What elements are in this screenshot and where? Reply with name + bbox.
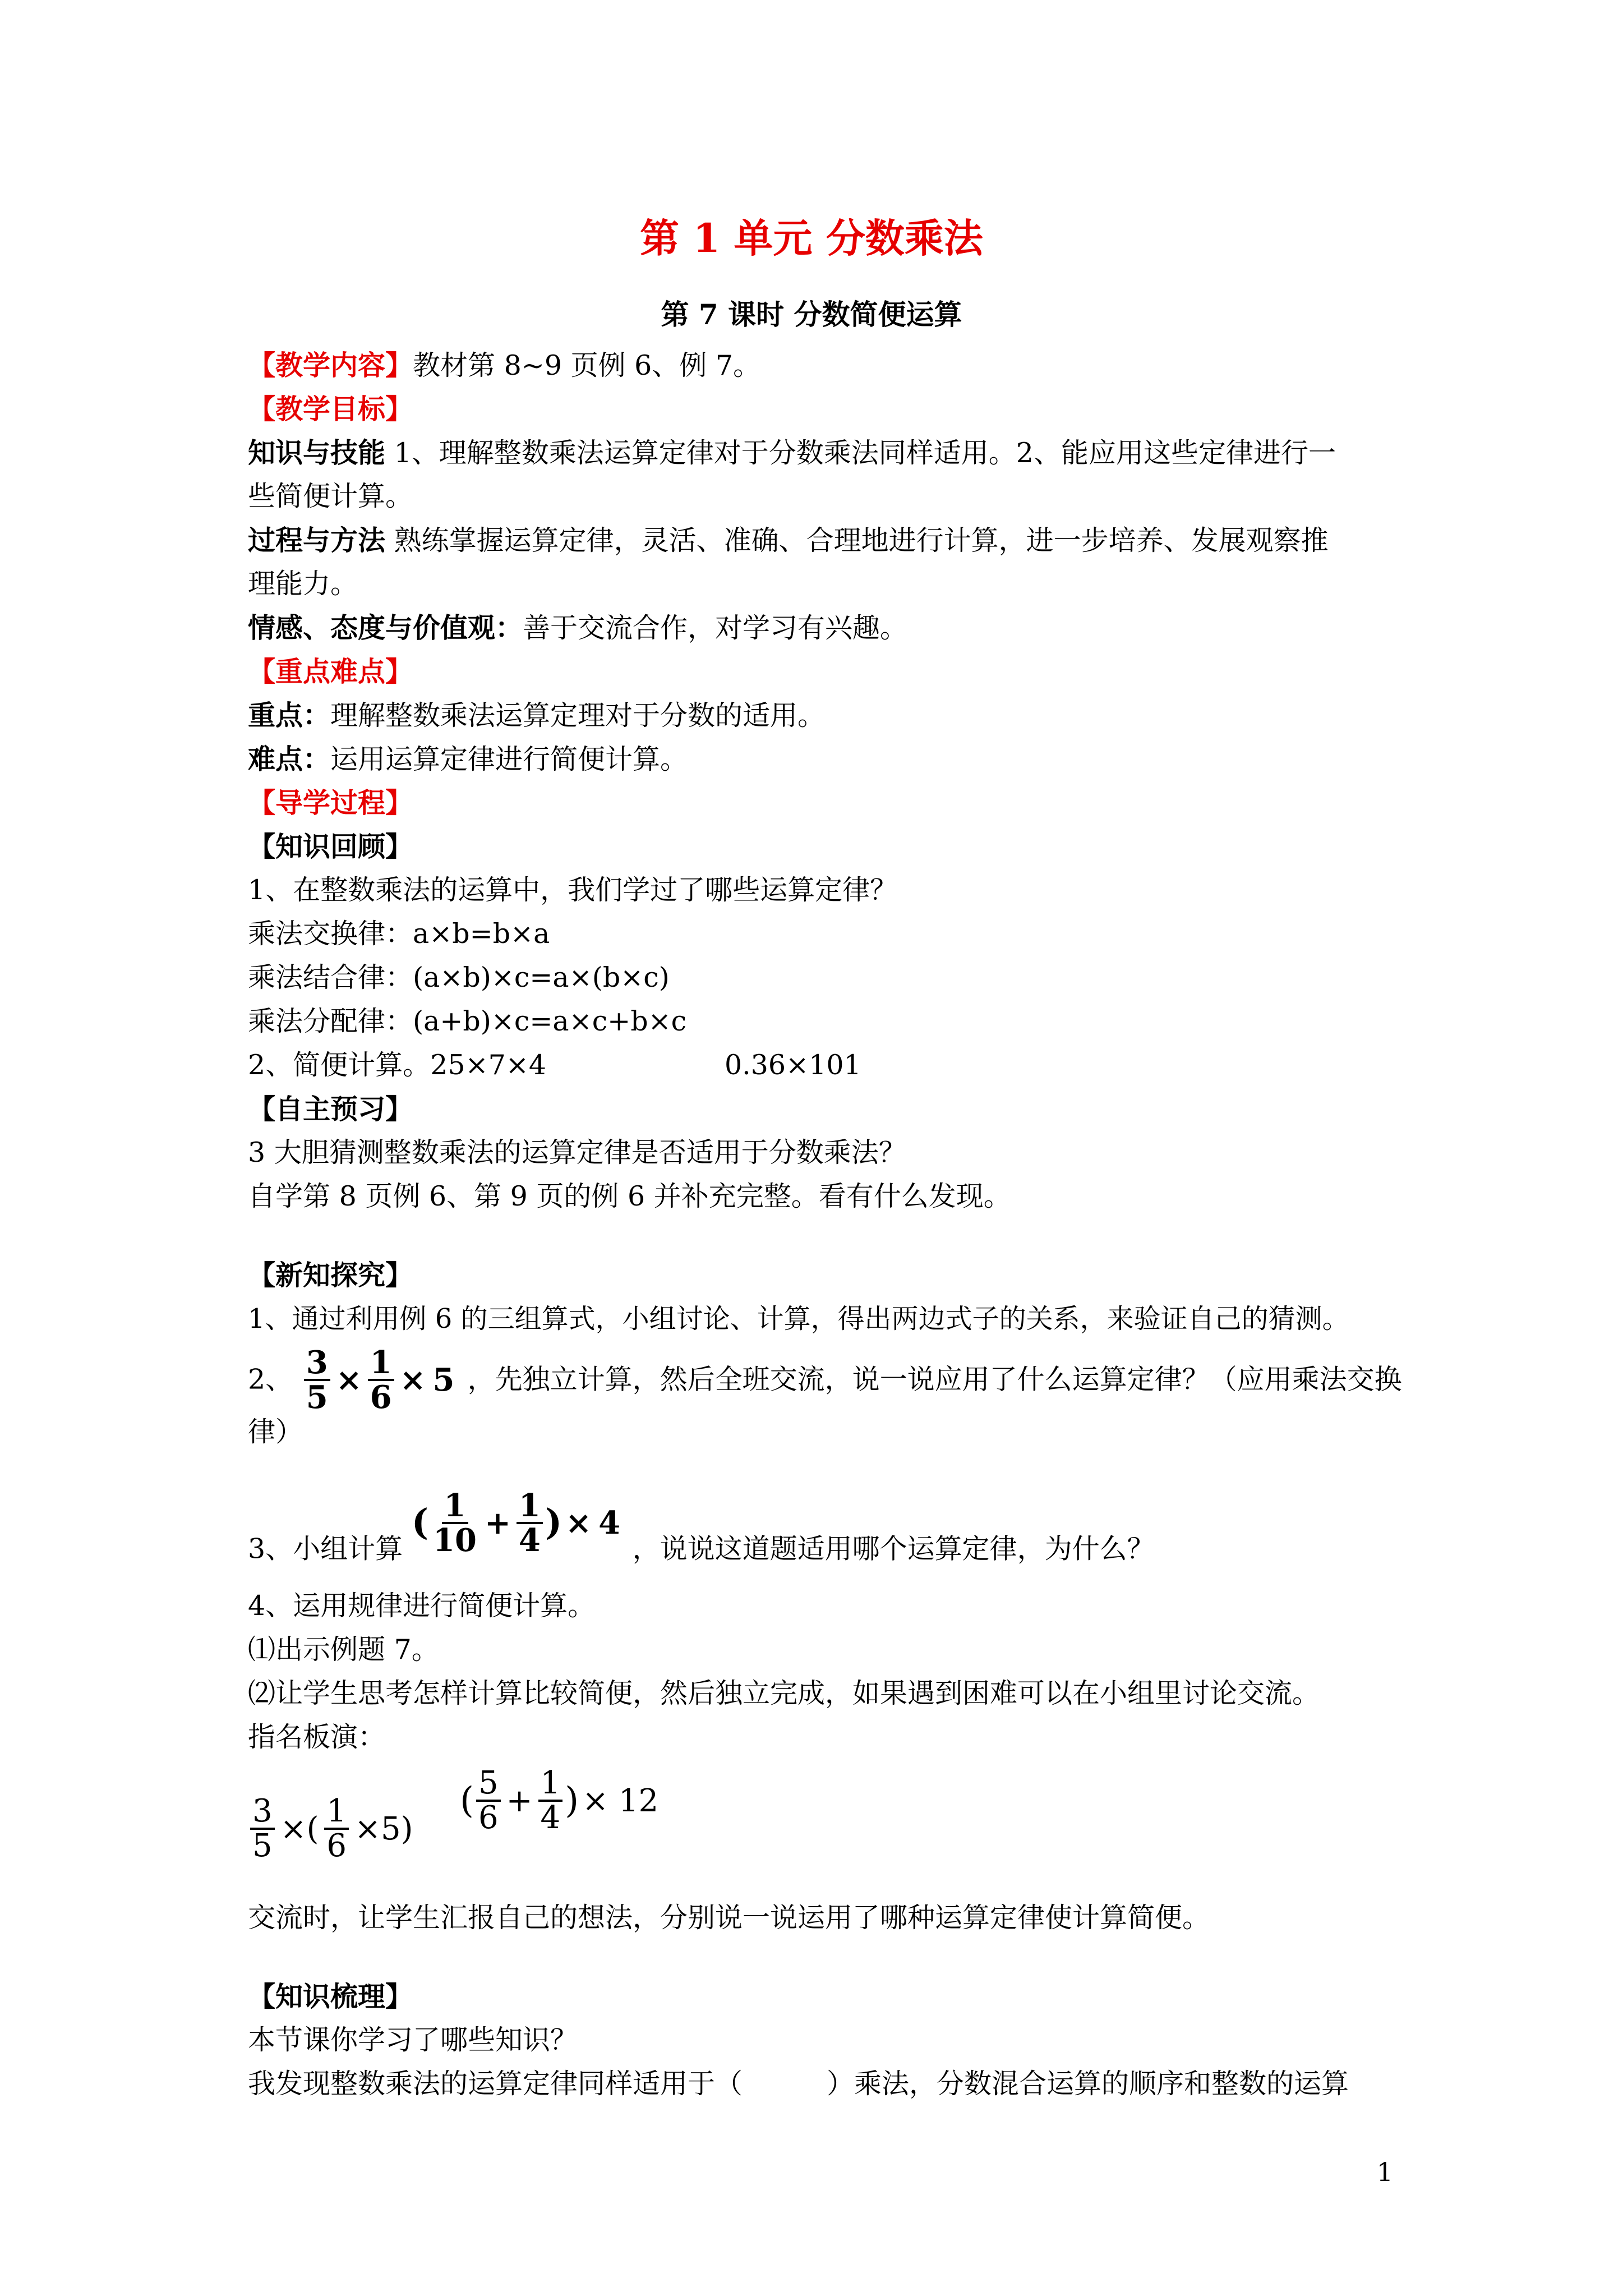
denominator: 6 [478, 1800, 499, 1836]
section-label-preview: 【自主预习】 [248, 1093, 413, 1125]
hard-point-label: 难点： [248, 743, 331, 775]
section-label-goals: 【教学目标】 [248, 393, 413, 425]
goal-process-text-2: 理能力。 [248, 568, 358, 600]
key-point-line [248, 697, 1393, 734]
fraction-3-5 [304, 1343, 330, 1416]
denominator: 4 [518, 1521, 541, 1559]
numerator: 1 [324, 1795, 349, 1830]
times-open-paren: ×( [280, 1810, 319, 1847]
numerator: 1 [538, 1767, 563, 1802]
lesson-subtitle: 第 7 课时 分数简便运算 [661, 298, 962, 331]
numerator: 1 [368, 1346, 394, 1381]
fraction-3-5 [250, 1795, 275, 1862]
summary-line-1: 本节课你学习了哪些知识？ [248, 2024, 578, 2056]
denominator: 4 [540, 1800, 561, 1836]
section-label-process: 【导学过程】 [248, 786, 413, 819]
section-label-review: 【知识回顾】 [248, 830, 413, 863]
times-sign: × [565, 1504, 592, 1542]
explore-line-2 [248, 1341, 1402, 1416]
content-text: 教材第 8~9 页例 6、例 7。 [413, 349, 761, 381]
section-label-keypoints: 【重点难点】 [248, 655, 413, 688]
explore-4-c: 指名板演： [248, 1721, 386, 1753]
explore-2-prefix: 2、 [248, 1363, 293, 1396]
left-paren: ( [411, 1501, 429, 1544]
goal-emotion-text: 善于交流合作，对学习有兴趣。 [523, 612, 908, 644]
fraction-1-6 [324, 1795, 349, 1862]
denominator: 6 [370, 1378, 392, 1416]
explore-line-1: 1、通过利用例 6 的三组算式，小组讨论、计算，得出两边式子的关系，来验证自己的猜测。 [248, 1303, 1349, 1335]
section-label-explore: 【新知探究】 [248, 1259, 413, 1291]
fraction-1-4 [517, 1489, 543, 1557]
expression-sum-times-4 [412, 1475, 624, 1568]
explore-line-3 [248, 1475, 1393, 1565]
goal-skill-label: 知识与技能 [248, 436, 386, 469]
numerator: 3 [304, 1346, 330, 1381]
law-associative: 乘法结合律：(a×b)×c=a×(b×c) [248, 961, 670, 993]
goal-process-text-1: 熟练掌握运算定律，灵活、准确、合理地进行计算，进一步培养、发展观察推 [385, 524, 1329, 556]
explore-3-prefix: 3、小组计算 [248, 1533, 403, 1565]
law-commutative: 乘法交换律：a×b=b×a [248, 918, 550, 950]
summary-2-a: 我发现整数乘法的运算定律同样适用于（ [248, 2068, 743, 2100]
key-point-text: 理解整数乘法运算定理对于分数的适用。 [330, 700, 826, 731]
page-number: 1 [1376, 2157, 1393, 2187]
constant: 5 [432, 1361, 455, 1398]
denominator: 5 [306, 1378, 328, 1416]
plus-sign: + [506, 1782, 533, 1819]
fraction-1-6 [368, 1343, 394, 1416]
summary-2-b: ）乘法，分数混合运算的顺序和整数的运算 [827, 2068, 1349, 2100]
goal-emotion-line [248, 609, 1393, 647]
goal-skill-text-1: 1、理解整数乘法运算定律对于分数乘法同样适用。2、能应用这些定律进行一 [385, 437, 1336, 469]
law-distributive: 乘法分配律：(a+b)×c=a×c+b×c [248, 1005, 687, 1037]
times-5-close: ×5) [354, 1810, 413, 1847]
explore-4-a: ⑴出示例题 7。 [248, 1634, 439, 1665]
left-paren: ( [460, 1780, 474, 1821]
review-question-2 [248, 1047, 1393, 1084]
summary-line-2 [248, 2065, 1393, 2102]
explore-line-4: 4、运用规律进行简便计算。 [248, 1590, 596, 1622]
preview-line-2: 自学第 8 页例 6、第 9 页的例 6 并补充完整。看有什么发现。 [248, 1180, 1011, 1212]
fraction-5-6 [476, 1767, 501, 1834]
plus-sign: + [484, 1504, 511, 1542]
preview-line-1: 3 大胆猜测整数乘法的运算定律是否适用于分数乘法？ [248, 1137, 906, 1168]
explore-2-text: ，先独立计算，然后全班交流，说一说应用了什么运算定律？（应用乘法交换 [467, 1363, 1402, 1396]
explore-2-cont: 律） [248, 1416, 303, 1448]
times-sign: × [335, 1361, 362, 1398]
board-expression-2 [460, 1767, 662, 1834]
fraction-1-4 [538, 1767, 563, 1834]
section-label-summary: 【知识梳理】 [248, 1980, 413, 2013]
review-question-2-b: 0.36×101 [725, 1049, 861, 1081]
hard-point-line [248, 740, 1393, 778]
numerator: 1 [517, 1489, 543, 1524]
key-point-label: 重点： [248, 699, 331, 731]
goal-skill-line-1 [248, 434, 1393, 472]
numerator: 5 [476, 1767, 501, 1802]
numerator: 1 [442, 1489, 468, 1524]
constant: 4 [598, 1504, 621, 1542]
page-title: 第 1 单元 分数乘法 [640, 215, 983, 261]
hard-point-text: 运用运算定律进行简便计算。 [330, 743, 688, 775]
goal-emotion-label: 情感、态度与价值观： [248, 611, 523, 644]
denominator: 6 [326, 1828, 347, 1864]
review-question-1: 1、在整数乘法的运算中，我们学过了哪些运算定律？ [248, 874, 898, 906]
goal-process-line-1 [248, 522, 1393, 559]
content-line [248, 347, 1393, 384]
explore-3-text: ，说说这道题适用哪个运算定律，为什么？ [632, 1533, 1155, 1565]
review-question-2-a: 2、简便计算。25×7×4 [248, 1049, 546, 1081]
expression-3-5-times-1-6-times-5 [302, 1343, 468, 1416]
denominator: 10 [433, 1521, 477, 1559]
goal-process-label: 过程与方法 [248, 524, 386, 556]
board-expression-1 [248, 1795, 416, 1862]
right-paren: ) [565, 1780, 579, 1821]
fraction-1-10 [431, 1489, 479, 1557]
times-sign: × [399, 1361, 426, 1398]
right-paren: ) [545, 1501, 562, 1544]
denominator: 5 [252, 1828, 273, 1864]
exchange-line: 交流时，让学生汇报自己的想法，分别说一说运用了哪种运算定律使计算简便。 [248, 1902, 1210, 1934]
times-12: × 12 [582, 1782, 659, 1819]
section-label-content: 【教学内容】 [248, 349, 413, 381]
goal-skill-text-2: 些简便计算。 [248, 480, 413, 512]
numerator: 3 [250, 1795, 275, 1830]
explore-4-b: ⑵让学生思考怎样计算比较简便，然后独立完成，如果遇到困难可以在小组里讨论交流。 [248, 1677, 1320, 1709]
